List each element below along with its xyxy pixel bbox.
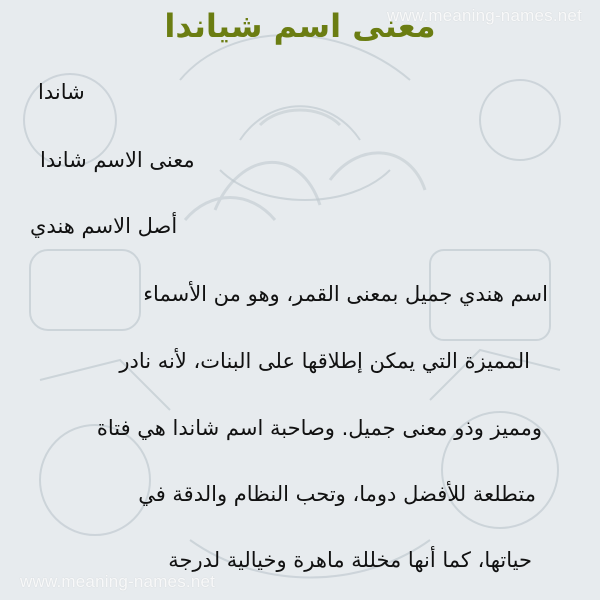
watermark-top: www.meaning-names.net [386, 6, 582, 25]
paragraph-line-1: اسم هندي جميل بمعنى القمر، وهو من الأسماء [143, 282, 548, 306]
paragraph-line-2: المميزة التي يمكن إطلاقها على البنات، لأنه نادر [119, 349, 530, 373]
paragraph-line-4: متطلعة للأفضل دوما، وتحب النظام والدقة في [138, 482, 536, 506]
watermark-bottom: www.meaning-names.net [20, 572, 216, 591]
page-title: معنى اسم شياندا [164, 7, 436, 45]
meaning-line: معنى الاسم شاندا [40, 148, 195, 172]
paragraph-line-5: حياتها، كما أنها مخللة ماهرة وخيالية لدرجة [168, 548, 532, 572]
origin-line: أصل الاسم هندي [30, 214, 178, 238]
name-line: شاندا [38, 80, 85, 104]
paragraph-line-3: ومميز وذو معنى جميل. وصاحبة اسم شاندا هي فتاة [96, 416, 542, 440]
